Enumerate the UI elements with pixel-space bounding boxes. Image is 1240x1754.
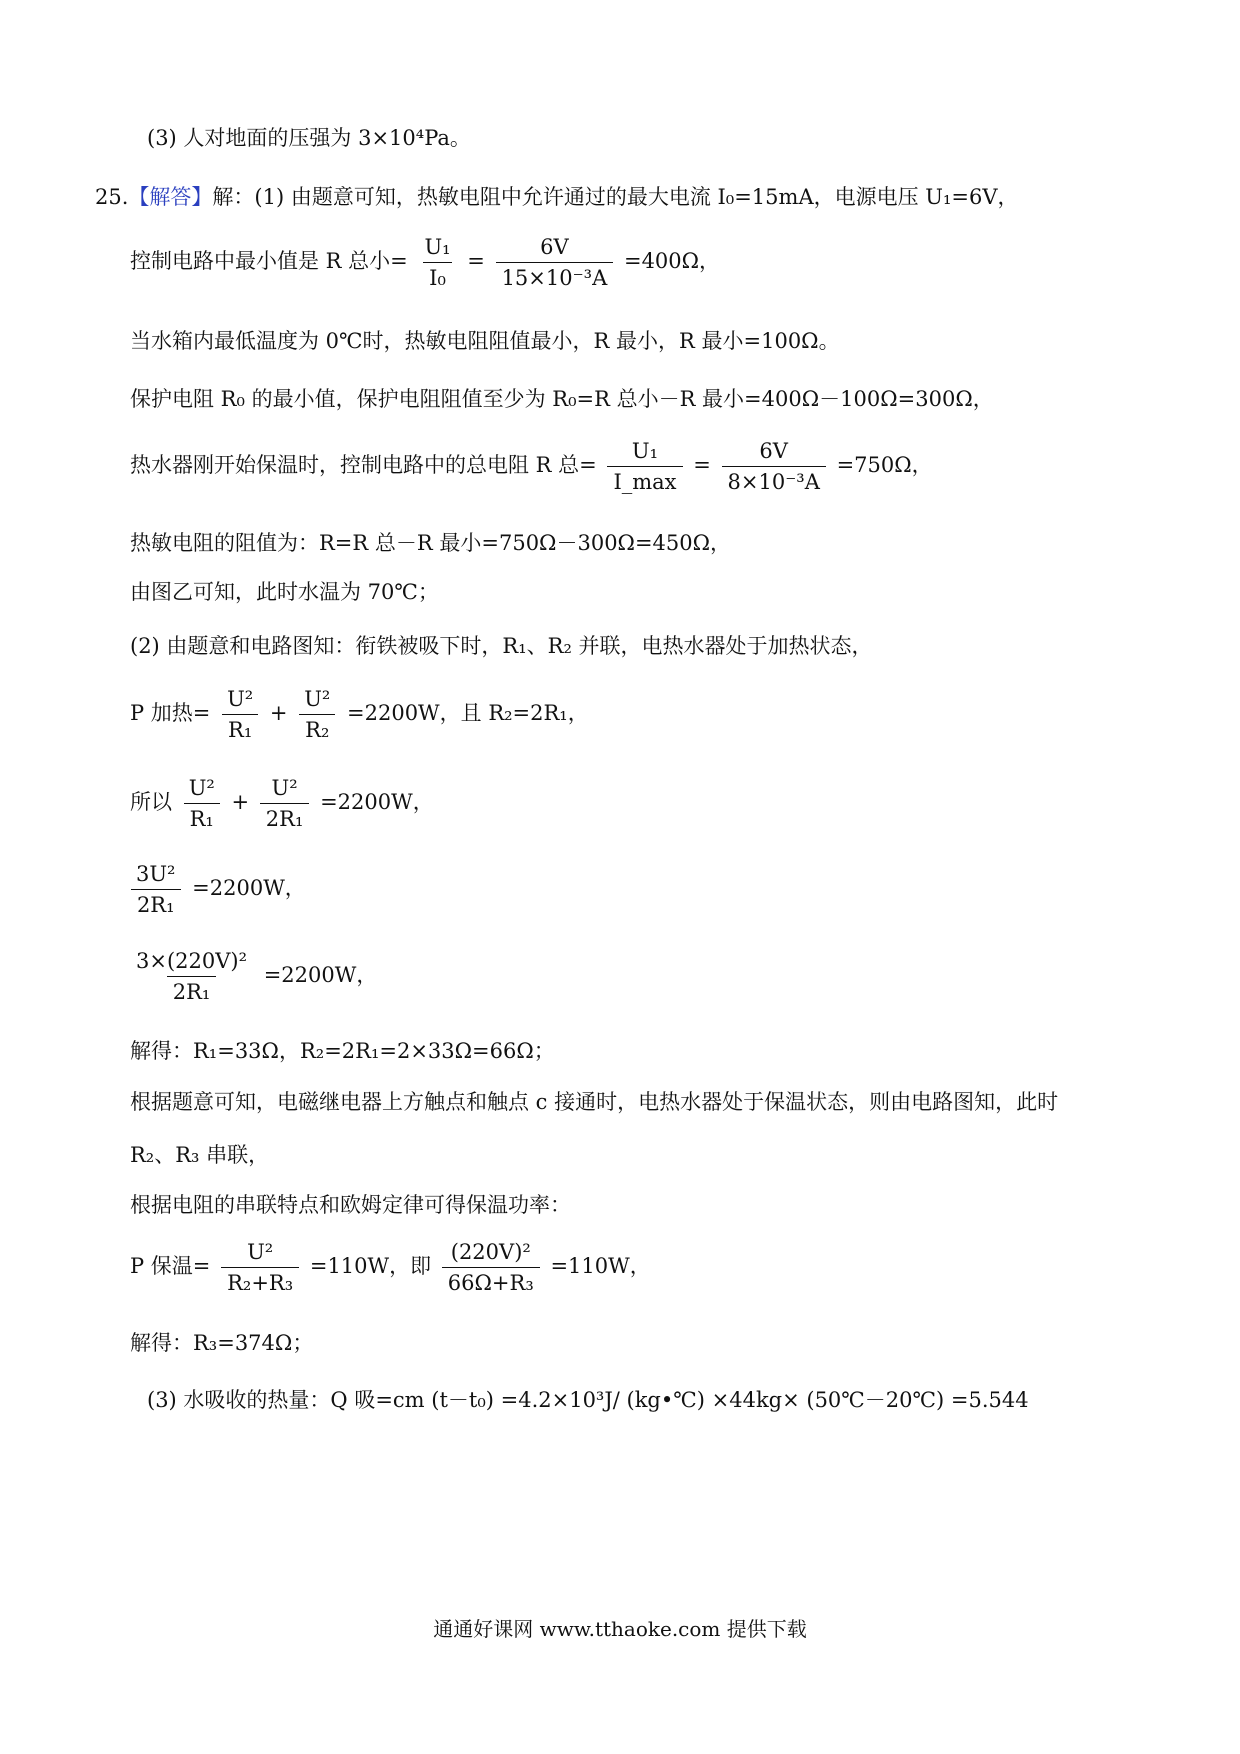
denominator: R₂ (299, 714, 335, 741)
text-run: =2200W， (320, 790, 434, 815)
text-line: (3) 水吸收的热量：Q 吸=cm (t－t₀) =4.2×10³J/ (kg•℃) ×44kg× (50℃－20℃) =5.544 (147, 1388, 1029, 1412)
fraction (496, 236, 614, 289)
text-line: 解得：R₃=374Ω； (130, 1331, 314, 1355)
numerator: U² (227, 687, 254, 711)
numerator: U² (247, 1240, 274, 1264)
fraction (607, 440, 682, 493)
text-line: (3) 人对地面的压强为 3×10⁴Pa。 (147, 126, 471, 150)
text-line: 保护电阻 R₀ 的最小值，保护电阻阻值至少为 R₀=R 总小－R 最小=400Ω－100Ω=300Ω， (130, 387, 994, 411)
denominator: R₂+R₃ (221, 1267, 299, 1294)
numerator: U₁ (424, 235, 451, 259)
denominator: R₁ (222, 714, 258, 741)
text-run: 解：(1) 由题意可知，热敏电阻中允许通过的最大电流 I₀=15mA，电源电压 U₁=6V， (212, 185, 1019, 209)
question-number: 25. (95, 185, 129, 209)
fraction (130, 950, 253, 1003)
text-run: =2200W， (263, 963, 378, 988)
denominator: 2R₁ (167, 976, 217, 1003)
formula-line (130, 688, 589, 741)
formula-line (126, 863, 306, 916)
denominator: 15×10⁻³A (496, 262, 614, 289)
fraction (183, 777, 221, 830)
fraction (221, 688, 259, 741)
fraction (442, 1241, 540, 1294)
text-line: 当水箱内最低温度为 0℃时，热敏电阻阻值最小，R 最小，R 最小=100Ω。 (130, 329, 840, 353)
text-line: 热敏电阻的阻值为：R=R 总－R 最小=750Ω－300Ω=450Ω， (130, 531, 732, 555)
text-line: 解得：R₁=33Ω，R₂=2R₁=2×33Ω=66Ω； (130, 1039, 555, 1063)
text-run: =2200W， (192, 876, 306, 901)
numerator: 3U² (136, 862, 176, 886)
text-line: R₂、R₃ 串联， (130, 1143, 270, 1167)
numerator: U₁ (631, 439, 659, 463)
page-footer: 通通好课网 www.tthaoke.com 提供下载 (433, 1617, 807, 1641)
numerator: 6V (540, 235, 569, 259)
denominator: 66Ω+R₃ (442, 1267, 540, 1294)
text-line: 根据题意可知，电磁继电器上方触点和触点 c 接通时，电热水器处于保温状态，则由电路图知，此时 (130, 1090, 1059, 1114)
fraction (722, 440, 826, 493)
fraction (298, 688, 336, 741)
fraction (130, 863, 181, 916)
numerator: (220V)² (450, 1240, 531, 1264)
numerator: U² (304, 687, 331, 711)
fraction (221, 1241, 299, 1294)
numerator: 6V (759, 439, 788, 463)
text-run: =400Ω， (623, 249, 721, 274)
denominator: I₀ (423, 262, 452, 289)
denominator: R₁ (184, 803, 220, 830)
formula-line (130, 440, 933, 493)
numerator: 3×(220V)² (136, 949, 248, 973)
denominator: I_max (607, 466, 682, 493)
text-line: 根据电阻的串联特点和欧姆定律可得保温功率： (130, 1193, 571, 1217)
text-run: =750Ω， (836, 453, 933, 478)
text-line: 由图乙可知，此时水温为 70℃； (130, 580, 439, 604)
formula-line (126, 950, 377, 1003)
formula-line (130, 1241, 651, 1294)
text-run: 所以 (130, 790, 172, 815)
text-run: + (269, 701, 288, 726)
text-run: P 保温= (130, 1254, 211, 1279)
formula-line (130, 236, 720, 289)
text-run: =2200W，且 R₂=2R₁， (347, 701, 589, 726)
text-run: =110W，即 (309, 1254, 432, 1279)
numerator: U² (188, 776, 215, 800)
denominator: 8×10⁻³A (722, 466, 826, 493)
fraction (418, 236, 456, 289)
denominator: 2R₁ (260, 803, 310, 830)
denominator: 2R₁ (131, 889, 181, 916)
fraction (260, 777, 310, 830)
numerator: U² (271, 776, 298, 800)
formula-line (130, 777, 434, 830)
text-run: 热水器刚开始保温时，控制电路中的总电阻 R 总= (130, 453, 597, 478)
text-run: =110W， (550, 1254, 651, 1279)
text-run: P 加热= (130, 701, 211, 726)
text-run: + (231, 790, 250, 815)
text-line (95, 187, 1019, 208)
answer-tag: 【解答】 (128, 185, 213, 209)
text-run: 控制电路中最小值是 R 总小= (130, 249, 408, 274)
text-run: = (693, 453, 711, 478)
text-run: = (467, 249, 485, 274)
text-line: (2) 由题意和电路图知：衔铁被吸下时，R₁、R₂ 并联，电热水器处于加热状态， (130, 634, 873, 658)
